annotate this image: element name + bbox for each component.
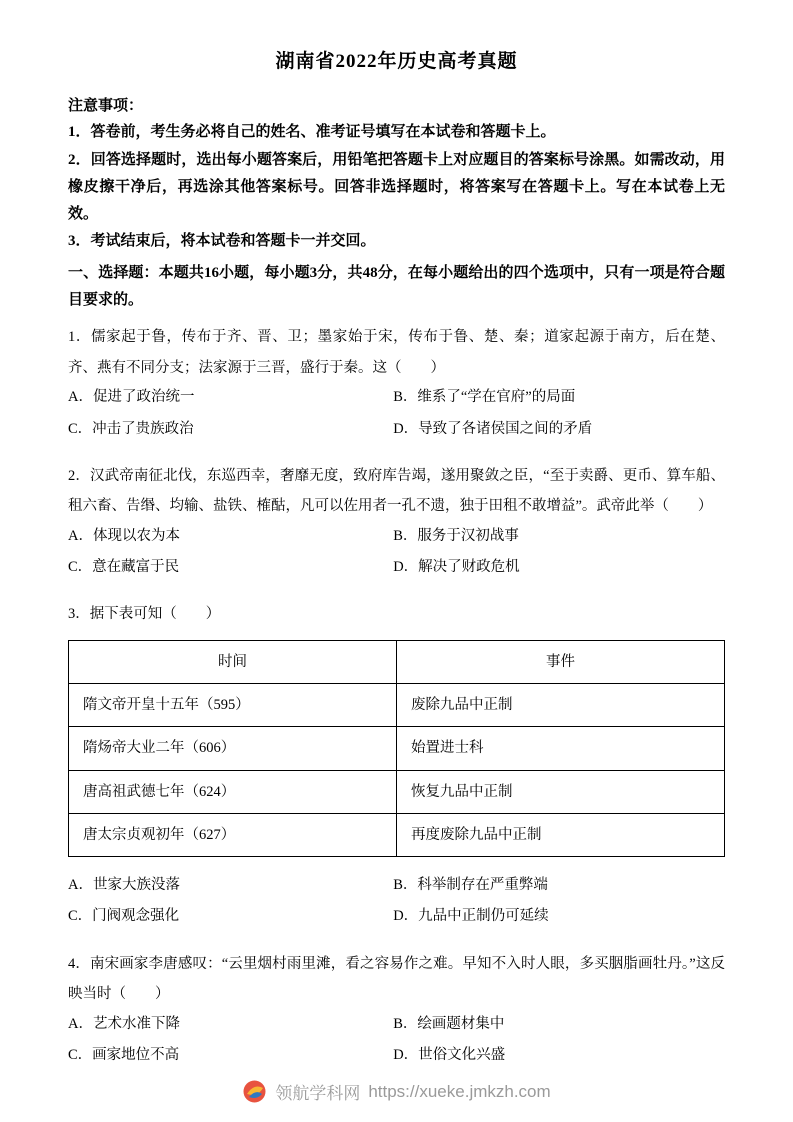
table-row-2	[69, 727, 725, 770]
section-heading: 一、选择题：本题共16小题，每小题3分，共48分，在每小题给出的四个选项中，只有一项是符合题目要求的。	[68, 264, 725, 309]
site-logo-icon	[242, 1079, 267, 1104]
question-1-option-a: A．促进了政治统一	[68, 389, 195, 406]
table-cell-event-1: 废除九品中正制	[397, 684, 725, 727]
table-header-time: 时间	[69, 640, 397, 683]
question-2-stem: 2．汉武帝南征北伐，东巡西幸，奢靡无度，致府库告竭，遂用聚敛之臣，“至于卖爵、更币、算车船、租六畜、告缗、均输、盐铁、榷酤，凡可以佐用者一孔不遗，独于田租不敢增益”。武帝此举（ ）	[68, 467, 725, 515]
table-cell-event-3: 恢复九品中正制	[397, 770, 725, 813]
table-cell-time-4: 唐太宗贞观初年（627）	[69, 813, 397, 856]
notice-item-1: 1．答卷前，考生务必将自己的姓名、准考证号填写在本试卷和答题卡上。	[68, 124, 556, 141]
question-3-option-a: A．世家大族没落	[68, 877, 180, 894]
question-2-option-b: B．服务于汉初战事	[393, 527, 519, 544]
question-3	[68, 599, 725, 927]
table-cell-time-1: 隋文帝开皇十五年（595）	[69, 684, 397, 727]
notice-item-2: 2．回答选择题时，选出每小题答案后，用铅笔把答题卡上对应题目的答案标号涂黑。如需改动，用橡皮擦干净后，再选涂其他答案标号。回答非选择题时，将答案写在答题卡上。写在本试卷上无效。	[68, 151, 725, 223]
question-3-stem: 3．据下表可知（ ）	[68, 606, 221, 623]
question-2-option-c: C．意在藏富于民	[68, 558, 180, 575]
question-1-options	[68, 387, 725, 439]
question-4-option-b: B．绘画题材集中	[393, 1015, 505, 1032]
question-4-option-d: D．世俗文化兴盛	[393, 1046, 506, 1063]
question-1-option-d: D．导致了各诸侯国之间的矛盾	[393, 420, 593, 437]
table-cell-event-4: 再度废除九品中正制	[397, 813, 725, 856]
question-3-option-d: D．九品中正制仍可延续	[393, 908, 549, 925]
table-header-row	[69, 640, 725, 683]
site-name: 领航学科网	[275, 1084, 361, 1103]
question-3-option-b: B．科举制存在严重弊端	[393, 877, 548, 894]
footer-watermark	[0, 1079, 793, 1104]
question-1-stem: 1．儒家起于鲁，传布于齐、晋、卫；墨家始于宋，传布于鲁、楚、秦；道家起源于南方，后在楚、齐、燕有不同分支；法家源于三晋，盛行于秦。这（ ）	[68, 329, 725, 376]
question-1	[68, 322, 725, 438]
question-2	[68, 461, 725, 577]
question-4-options	[68, 1014, 725, 1066]
question-2-option-d: D．解决了财政危机	[393, 558, 520, 575]
question-1-option-b: B．维系了“学在官府”的局面	[393, 389, 576, 406]
table-row-1	[69, 684, 725, 727]
question-3-options	[68, 875, 725, 927]
question-4	[68, 949, 725, 1065]
question-1-option-c: C．冲击了贵族政治	[68, 420, 194, 437]
table-header-event: 事件	[397, 640, 725, 683]
table-cell-time-2: 隋炀帝大业二年（606）	[69, 727, 397, 770]
question-2-option-a: A．体现以农为本	[68, 527, 180, 544]
events-table	[68, 640, 725, 857]
question-4-stem: 4．南宋画家李唐感叹：“云里烟村雨里滩，看之容易作之难。早知不入时人眼，多买胭脂画牡丹。”这反映当时（ ）	[68, 955, 725, 1003]
question-4-option-c: C．画家地位不高	[68, 1046, 180, 1063]
notice-section	[68, 93, 725, 256]
question-3-option-c: C．门阀观念强化	[68, 908, 180, 925]
question-2-options	[68, 526, 725, 578]
table-cell-event-2: 始置进士科	[397, 727, 725, 770]
site-url: https://xueke.jmkzh.com	[368, 1081, 551, 1101]
notice-heading: 注意事项：	[68, 98, 144, 114]
table-row-4	[69, 813, 725, 856]
table-cell-time-3: 唐高祖武德七年（624）	[69, 770, 397, 813]
table-row-3	[69, 770, 725, 813]
page-title: 湖南省2022年历史高考真题	[275, 51, 518, 72]
question-4-option-a: A．艺术水准下降	[68, 1015, 180, 1032]
notice-item-3: 3．考试结束后，将本试卷和答题卡一并交回。	[68, 233, 376, 250]
